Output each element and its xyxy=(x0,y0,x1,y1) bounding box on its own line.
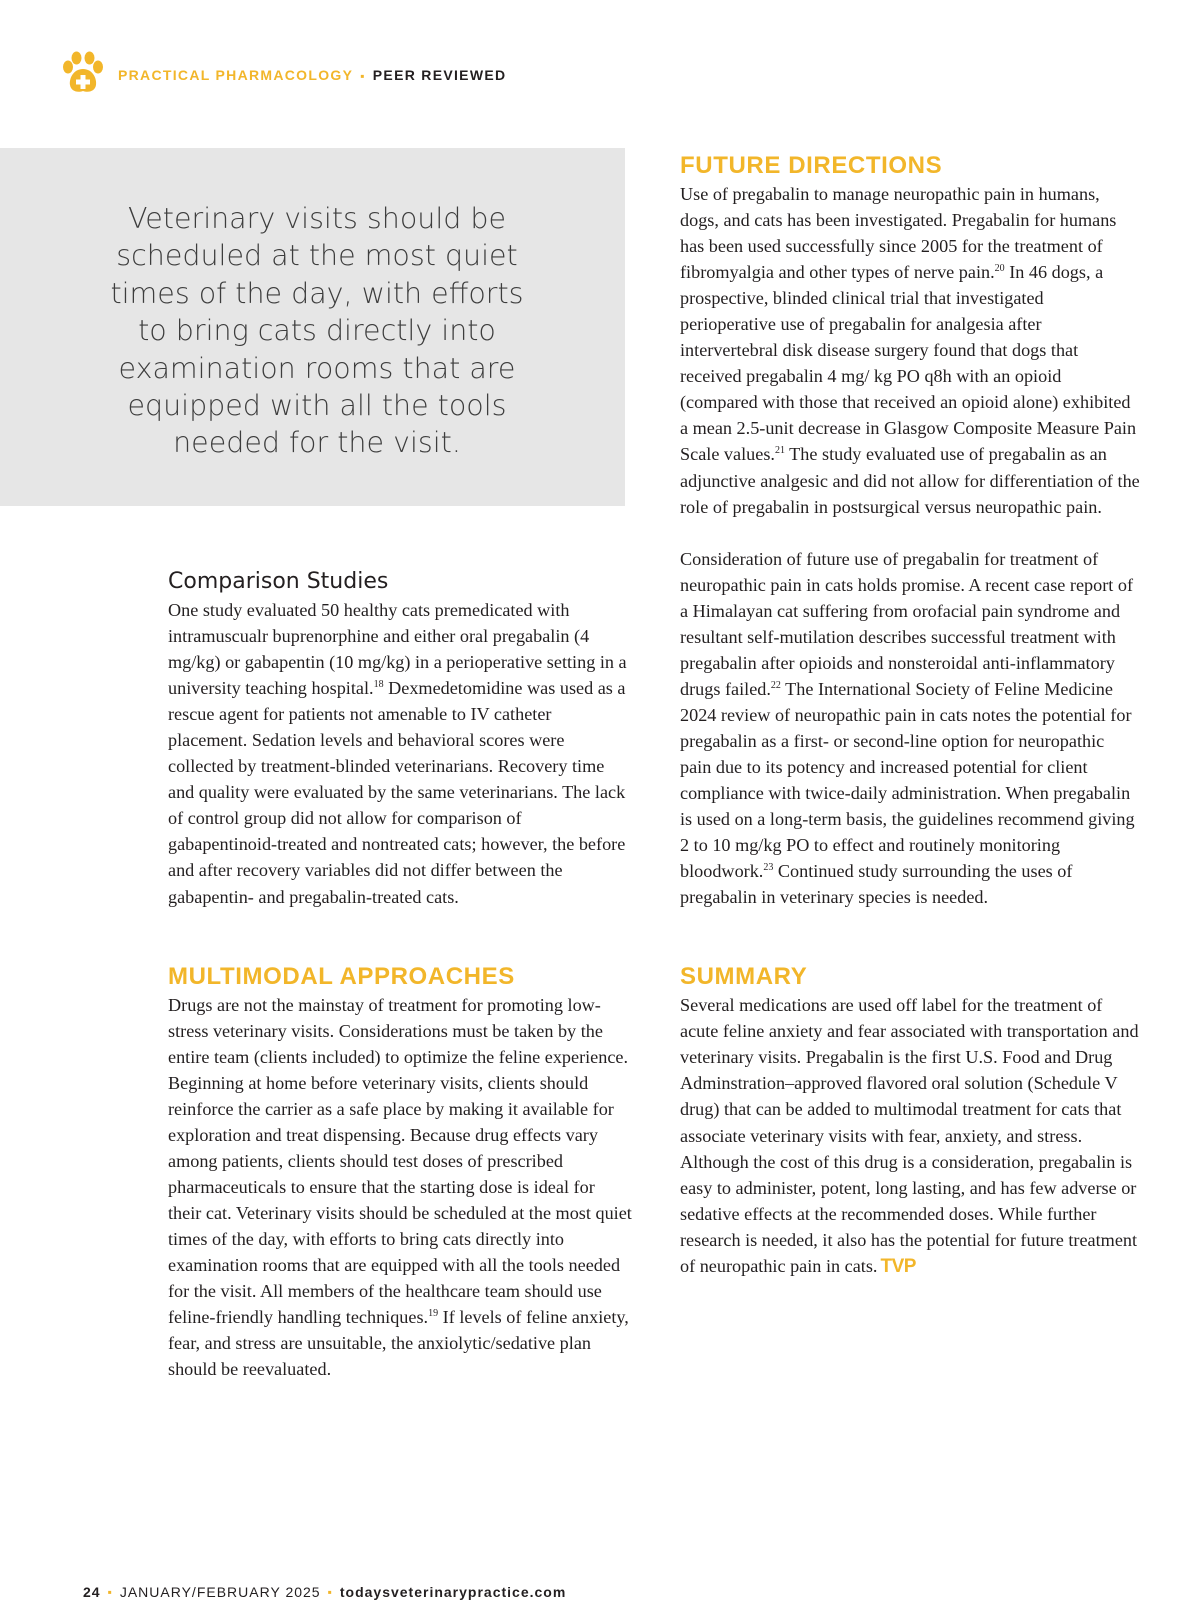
tvp-end-mark: TVP xyxy=(880,1255,916,1277)
page-footer xyxy=(83,1582,566,1602)
footer-separator-1: ▪ xyxy=(107,1585,113,1599)
page-number: 24 xyxy=(83,1584,101,1600)
reference-23: 23 xyxy=(763,862,774,874)
right-column xyxy=(680,151,1140,1280)
multimodal-text-a: Drugs are not the mainstay of treatment for promoting low-stress veterinary visits. Considerations must be taken by the entire team (clients included) to optimize the feline experience. Beginning at home before veterinary visits, clients should reinforce the carrier as a safe place by making it available for exploration and treat dispensing. Because drug effects vary among patients, clients should test doses of prescribed pharmaceuticals to ensure that the starting dose is ideal for their cat. Veterinary visits should be scheduled at the most quiet times of the day, with efforts to bring cats directly into examination rooms that are equipped with all the tools needed for the visit. All members of the healthcare team should use feline-friendly handling techniques. xyxy=(168,994,632,1328)
footer-separator-2: ▪ xyxy=(327,1585,333,1599)
peer-reviewed-tag: PEER REVIEWED xyxy=(372,67,507,83)
future-paragraph-2 xyxy=(680,546,1140,911)
multimodal-text-b: If levels of feline anxiety, fear, and stress are unsuitable, the anxiolytic/sedative plan should be reevaluated. xyxy=(168,1307,629,1380)
future-text-e: The International Society of Feline Medicine 2024 review of neuropathic pain in cats notes the potential for pregabalin as a first- or second-line option for neuropathic pain due to its potency and increased potential for client compliance with twice-daily administration. When pregabalin is used on a long-term basis, the guidelines recommend giving 2 to 10 mg/kg PO to effect and routinely monitoring bloodwork. xyxy=(680,678,1135,882)
future-text-a: Use of pregabalin to manage neuropathic pain in humans, dogs, and cats has been investigated. Pregabalin for humans has been used successfully since 2005 for the treatment of fibromyalgia and other types of nerve pain. xyxy=(680,184,1117,283)
reference-18: 18 xyxy=(373,679,384,691)
paw-cross-icon xyxy=(60,50,106,96)
multimodal-approaches-heading: MULTIMODAL APPROACHES xyxy=(168,962,515,990)
comparison-studies-paragraph xyxy=(168,597,632,910)
reference-21: 21 xyxy=(774,445,785,457)
summary-text: Several medications are used off label for the treatment of acute feline anxiety and fear associated with transportation and veterinary visits. Pregabalin is the first U.S. Food and Drug Adminstration–approved flavored oral solution (Schedule V drug) that can be added to multimodal treatment for cats that associate veterinary visits with fear, anxiety, and stress. Although the cost of this drug is a consideration, pregabalin is easy to administer, potent, long lasting, and has few adverse or sedative effects at the recommended doses. While further research is needed, it also has the potential for future treatment of neuropathic pain in cats. xyxy=(680,995,1139,1276)
future-paragraph-1 xyxy=(680,181,1140,520)
left-column xyxy=(168,567,632,1382)
comparison-text-b: Dexmedetomidine was used as a rescue agent for patients not amenable to IV catheter placement. Sedation levels and behavioral scores were collected by treatment-blinded veterinarians. Recovery time and quality were evaluated by the same veterinarians. The lack of control group did not allow for comparison of gabapentinoid-treated and nontreated cats; however, the before and after recovery variables did not differ between the gabapentin- and pregabalin-treated cats. xyxy=(168,678,626,907)
comparison-text-a: One study evaluated 50 healthy cats premedicated with intramuscualr buprenorphine and either oral pregabalin (4 mg/kg) or gabapentin (10 mg/kg) in a perioperative setting in a university teaching hospital. xyxy=(168,600,627,699)
reference-22: 22 xyxy=(770,679,781,691)
pull-quote xyxy=(0,148,625,506)
issue-date: JANUARY/FEBRUARY 2025 xyxy=(119,1584,321,1600)
future-text-d: Consideration of future use of pregabalin for treatment of neuropathic pain in cats holds promise. A recent case report of a Himalayan cat suffering from orofacial pain syndrome and resultant self-mutilation describes successful treatment with pregabalin after opioids and nonsteroidal anti-inflammatory drugs failed. xyxy=(680,548,1134,699)
future-directions-heading: FUTURE DIRECTIONS xyxy=(680,152,943,179)
pull-quote-text: Veterinary visits should be scheduled at the most quiet times of the day, with efforts to bring cats directly into examination rooms that are equipped with all the tools needed for the visit. xyxy=(110,202,524,460)
multimodal-paragraph xyxy=(168,992,632,1383)
page-header xyxy=(60,50,506,96)
future-text-c: The study evaluated use of pregabalin as an adjunctive analgesic and did not allow for differentiation of the role of pregabalin in postsurgical versus neuropathic pain. xyxy=(680,444,1140,517)
header-separator: ▪ xyxy=(360,69,366,83)
summary-heading: SUMMARY xyxy=(680,963,808,991)
comparison-studies-heading: Comparison Studies xyxy=(168,569,389,594)
website-link[interactable]: todaysveterinarypractice.com xyxy=(339,1584,567,1600)
future-text-f: Continued study surrounding the uses of pregabalin in veterinary species is needed. xyxy=(680,861,1073,908)
section-name: PRACTICAL PHARMACOLOGY xyxy=(118,67,354,83)
reference-19: 19 xyxy=(428,1308,439,1320)
future-text-b: In 46 dogs, a prospective, blinded clinical trial that investigated perioperative use of pregabalin for analgesia after intervertebral disk disease surgery found that dogs that received pregabalin 4 mg/ kg PO q8h with an opioid (compared with those that received an opioid alone) exhibited a mean 2.5-unit decrease in Glasgow Composite Measure Pain Scale values. xyxy=(680,262,1137,465)
summary-paragraph xyxy=(680,992,1140,1280)
reference-20: 20 xyxy=(994,263,1005,275)
section-label xyxy=(118,67,506,83)
